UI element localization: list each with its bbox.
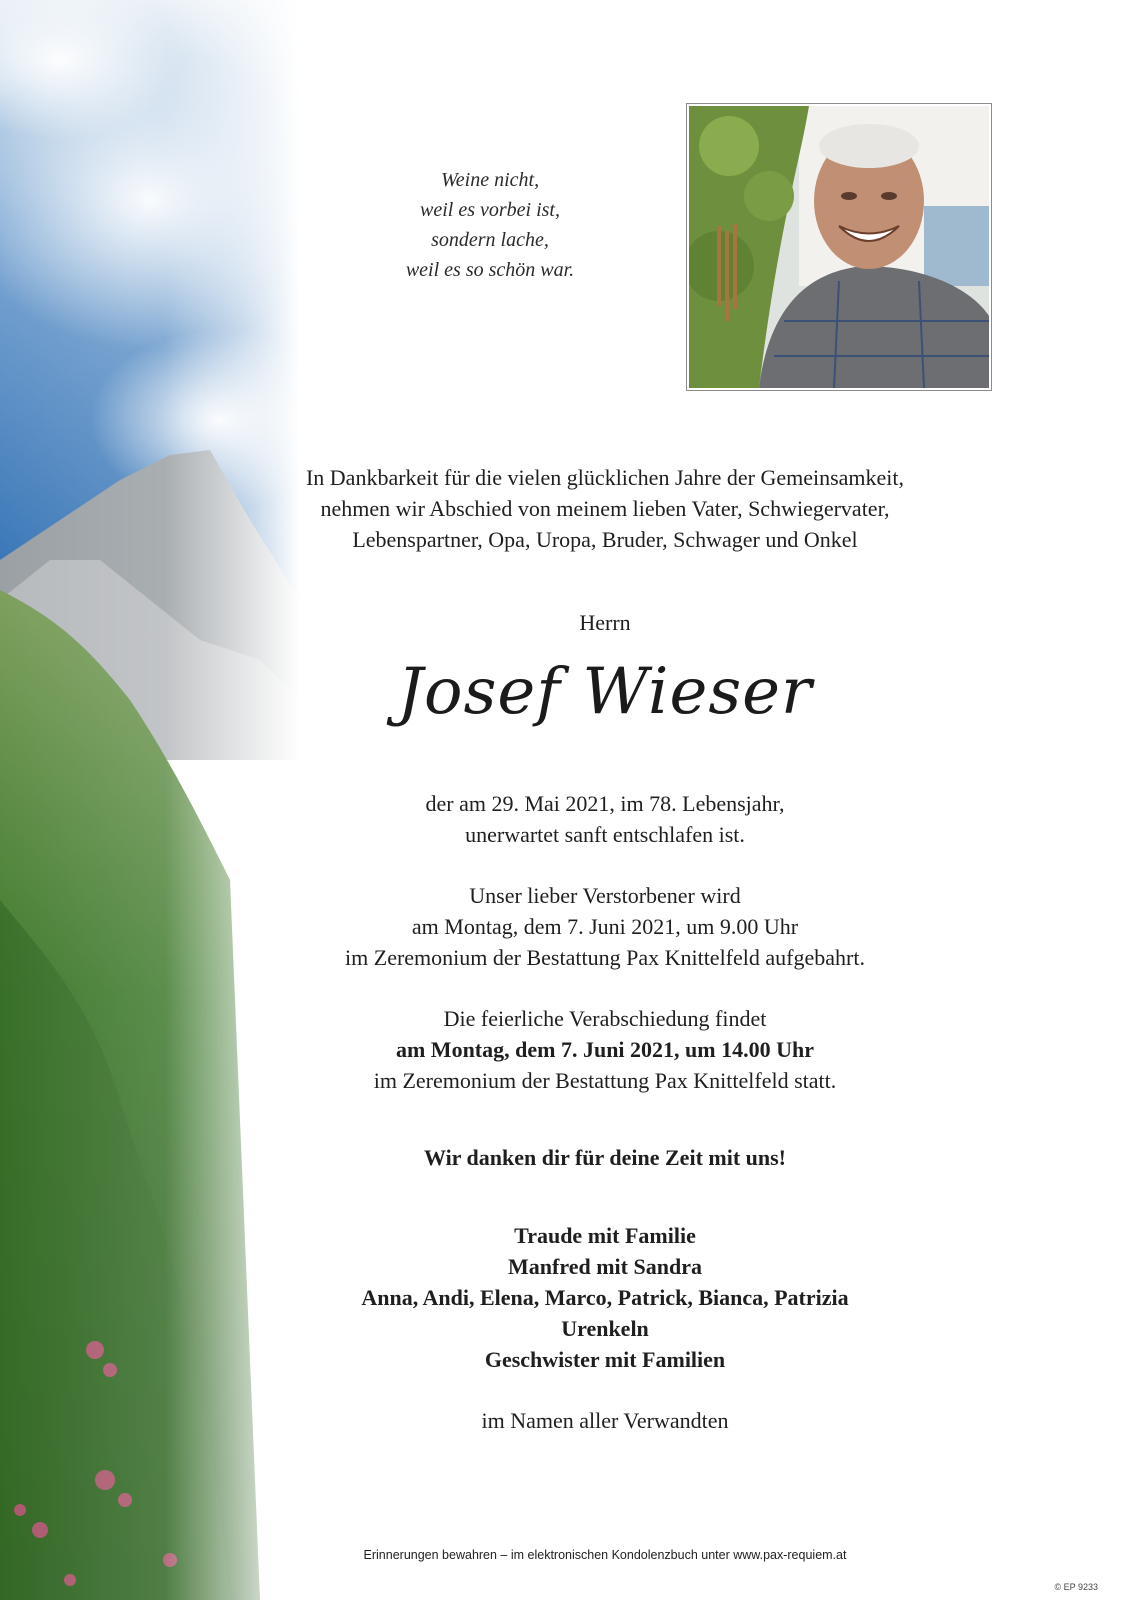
document-code: © EP 9233 [1054, 1582, 1098, 1592]
condolence-footer: Erinnerungen bewahren – im elektronischen Kondolenzbuch unter www.pax-requiem.at [363, 1548, 847, 1562]
mourner-entry: Manfred mit Sandra [508, 1254, 702, 1279]
memorial-quote [360, 165, 620, 285]
mourner-entry: Traude mit Familie [514, 1223, 696, 1248]
mourner-entry: Anna, Andi, Elena, Marco, Patrick, Bianca, Patrizia [361, 1285, 849, 1310]
viewing-line: am Montag, dem 7. Juni 2021, um 9.00 Uhr [411, 914, 799, 939]
death-line: unerwartet sanft entschlafen ist. [465, 822, 745, 847]
deceased-name: Josef Wieser [397, 655, 813, 729]
closing-text: im Namen aller Verwandten [481, 1408, 729, 1433]
portrait-photo [686, 103, 992, 391]
farewell-line: im Zeremonium der Bestattung Pax Knittelfeld statt. [373, 1068, 837, 1093]
farewell-notice [260, 1003, 950, 1096]
quote-line: sondern lache, [431, 229, 549, 251]
farewell-line: Die feierliche Verabschiedung findet [443, 1006, 767, 1031]
viewing-notice [260, 880, 950, 973]
quote-line: Weine nicht, [440, 169, 540, 191]
quote-line: weil es vorbei ist, [420, 199, 560, 221]
mourner-entry: Urenkeln [561, 1316, 649, 1341]
death-line: der am 29. Mai 2021, im 78. Lebensjahr, [425, 791, 785, 816]
intro-line: In Dankbarkeit für die vielen glücklichen Jahre der Gemeinsamkeit, [305, 465, 905, 490]
farewell-date: am Montag, dem 7. Juni 2021, um 14.00 Uhr [395, 1037, 814, 1062]
death-notice [260, 788, 950, 850]
quote-line: weil es so schön war. [405, 259, 575, 281]
mourner-entry: Geschwister mit Familien [484, 1347, 726, 1372]
thanks-text: Wir danken dir für deine Zeit mit uns! [423, 1145, 787, 1170]
mountain-landscape-image [0, 0, 300, 1600]
viewing-line: Unser lieber Verstorbener wird [469, 883, 741, 908]
intro-line: nehmen wir Abschied von meinem lieben Vater, Schwiegervater, [320, 496, 890, 521]
intro-line: Lebenspartner, Opa, Uropa, Bruder, Schwager und Onkel [352, 527, 858, 552]
viewing-line: im Zeremonium der Bestattung Pax Knittelfeld aufgebahrt. [345, 945, 865, 970]
salutation: Herrn [579, 610, 631, 635]
mourners-list [260, 1220, 950, 1375]
intro-text [260, 462, 950, 555]
